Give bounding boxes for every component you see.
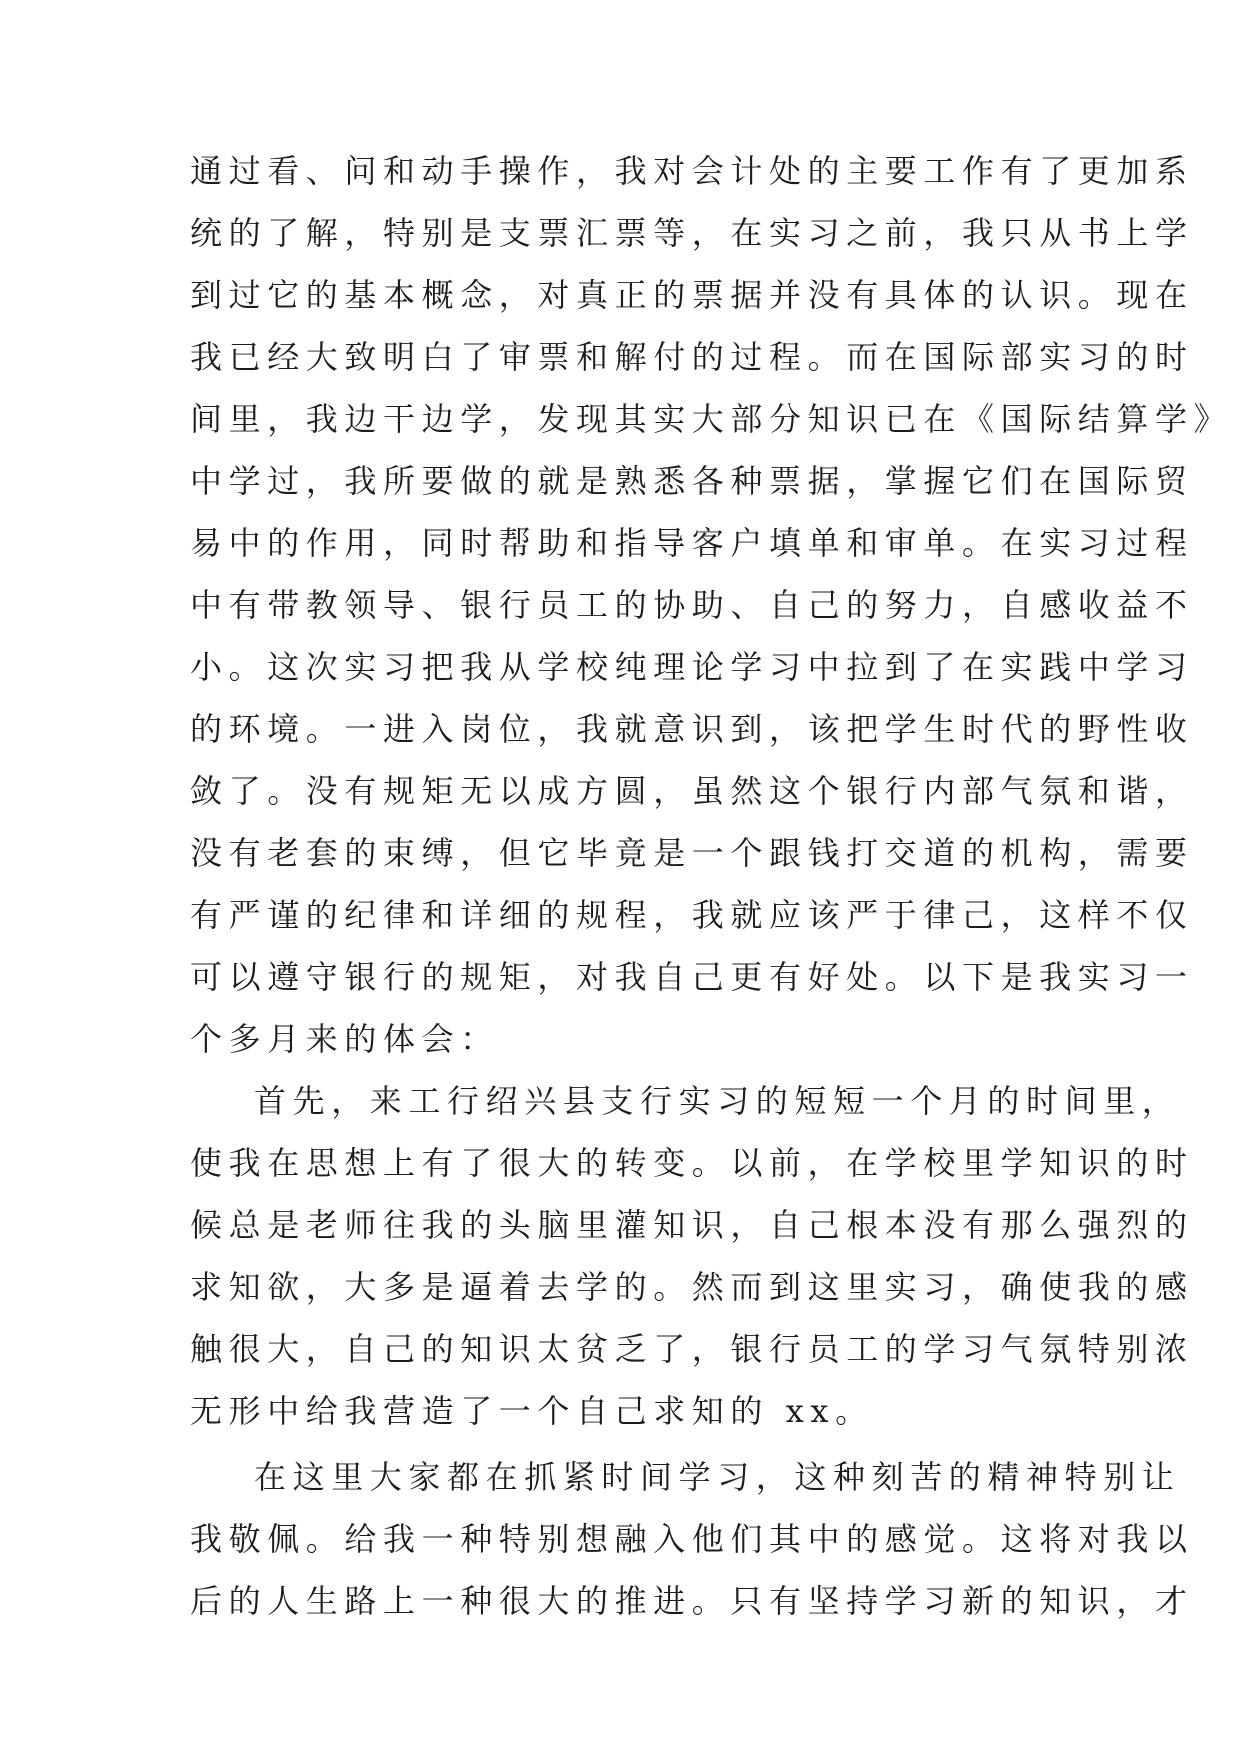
text-line: 无形中给我营造了一个自己求知的 xx。 (190, 1392, 874, 1430)
text-line: 到过它的基本概念，对真正的票据并没有具体的认识。现在 (190, 276, 1194, 314)
text-line: 中有带教领导、银行员工的协助、自己的努力，自感收益不 (190, 586, 1194, 624)
paragraph-first-line: 首先，来工行绍兴县支行实习的短短一个月的时间里， (254, 1082, 1181, 1120)
text-line: 统的了解，特别是支票汇票等，在实习之前，我只从书上学 (190, 214, 1194, 252)
text-line: 我敬佩。给我一种特别想融入他们其中的感觉。这将对我以 (190, 1520, 1194, 1558)
text-line: 的环境。一进入岗位，我就意识到，该把学生时代的野性收 (190, 710, 1194, 748)
text-line: 触很大，自己的知识太贫乏了，银行员工的学习气氛特别浓 (190, 1330, 1194, 1368)
text-line: 个多月来的体会： (190, 1020, 499, 1058)
text-line: 间里，我边干边学，发现其实大部分知识已在《国际结算学》 (190, 400, 1233, 438)
text-line: 通过看、问和动手操作，我对会计处的主要工作有了更加系 (190, 152, 1194, 190)
text-line: 易中的作用，同时帮助和指导客户填单和审单。在实习过程 (190, 524, 1194, 562)
text-line: 小。这次实习把我从学校纯理论学习中拉到了在实践中学习 (190, 648, 1194, 686)
text-line: 候总是老师往我的头脑里灌知识，自己根本没有那么强烈的 (190, 1206, 1194, 1244)
text-line: 我已经大致明白了审票和解付的过程。而在国际部实习的时 (190, 338, 1194, 376)
text-line: 敛了。没有规矩无以成方圆，虽然这个银行内部气氛和谐， (190, 772, 1194, 810)
text-line: 没有老套的束缚，但它毕竟是一个跟钱打交道的机构，需要 (190, 834, 1194, 872)
text-line: 求知欲，大多是逼着去学的。然而到这里实习，确使我的感 (190, 1268, 1194, 1306)
text-line: 可以遵守银行的规矩，对我自己更有好处。以下是我实习一 (190, 958, 1194, 996)
text-line: 使我在思想上有了很大的转变。以前，在学校里学知识的时 (190, 1144, 1194, 1182)
text-line: 中学过，我所要做的就是熟悉各种票据，掌握它们在国际贸 (190, 462, 1194, 500)
paragraph-first-line: 在这里大家都在抓紧时间学习，这种刻苦的精神特别让 (254, 1458, 1181, 1496)
text-line: 有严谨的纪律和详细的规程，我就应该严于律己，这样不仅 (190, 896, 1194, 934)
text-line: 后的人生路上一种很大的推进。只有坚持学习新的知识，才 (190, 1582, 1194, 1620)
